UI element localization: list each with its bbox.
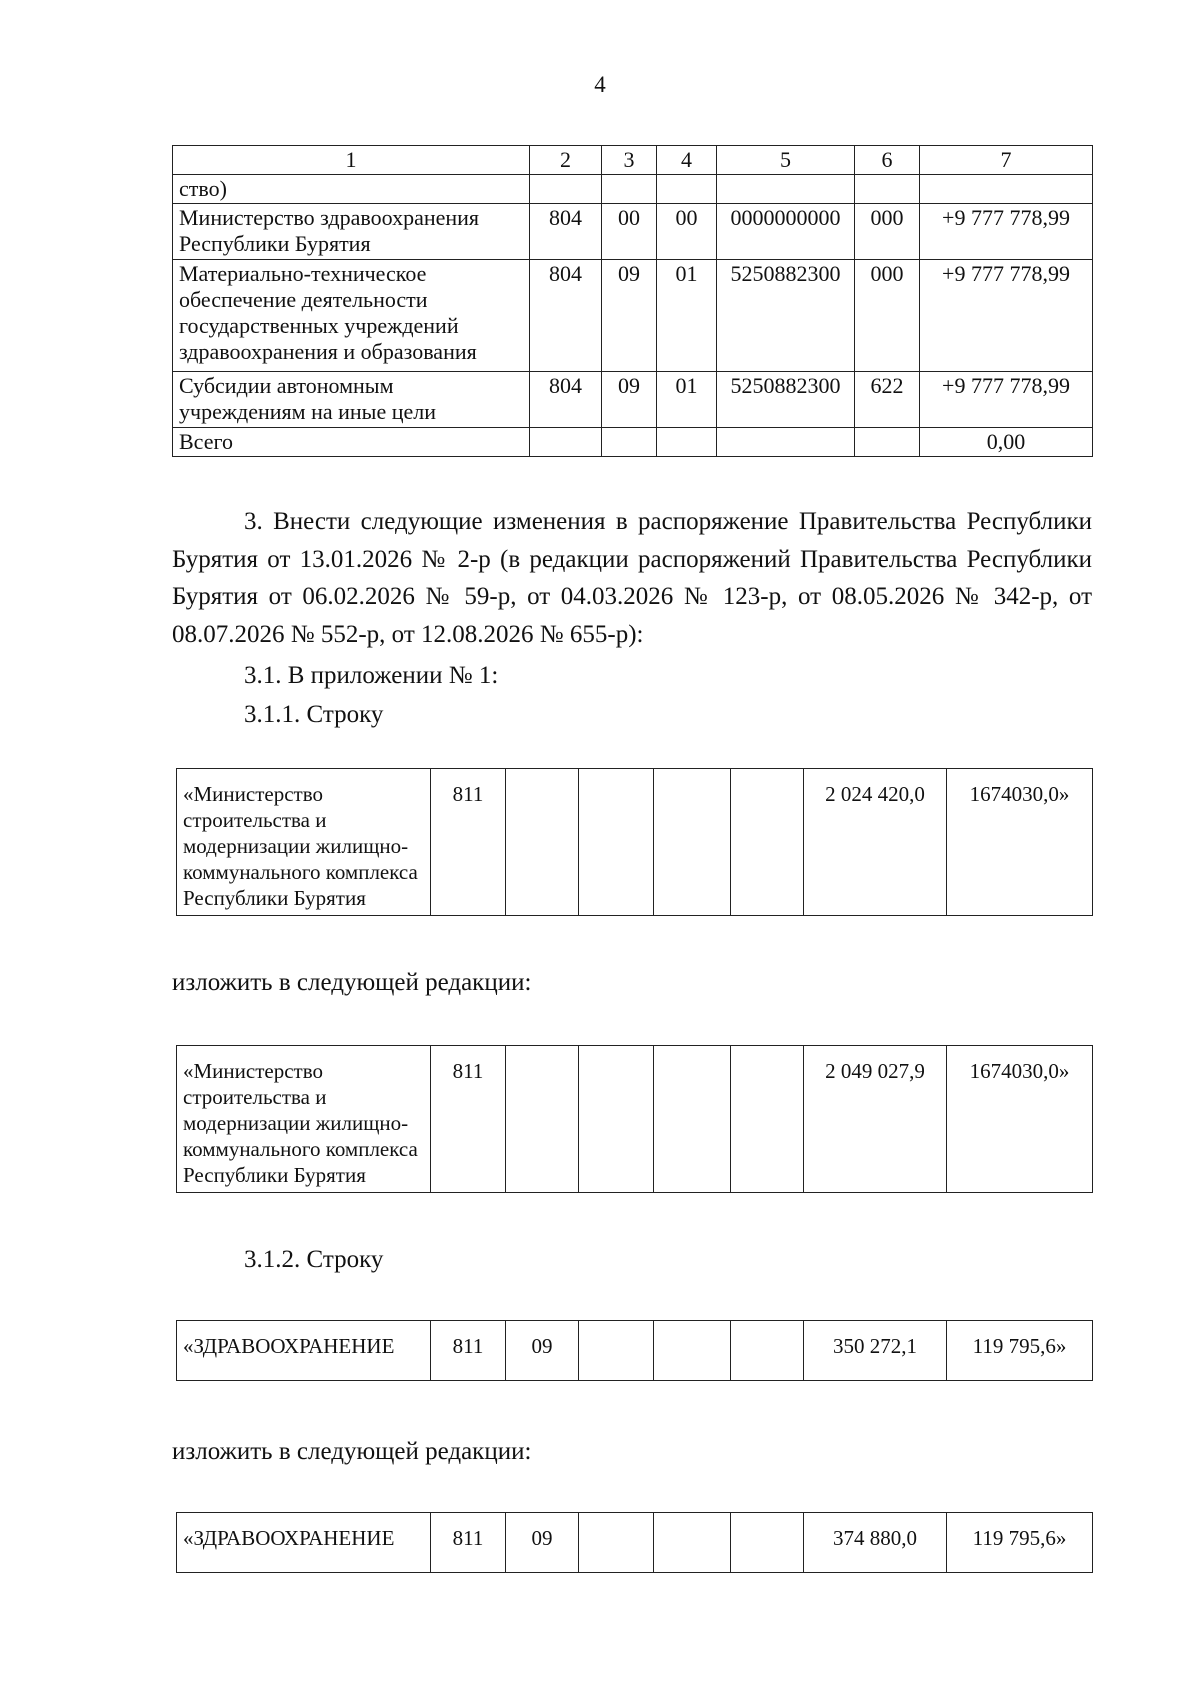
table-row bbox=[177, 1513, 1093, 1573]
row-name: Министерство здравоохранения Республики Бурятия bbox=[173, 204, 530, 260]
cell: 00 bbox=[657, 204, 717, 260]
cell: 804 bbox=[530, 260, 602, 372]
cell: 000 bbox=[855, 204, 920, 260]
cell bbox=[717, 428, 855, 457]
cell bbox=[530, 428, 602, 457]
cell bbox=[731, 769, 804, 916]
cell bbox=[657, 175, 717, 204]
cell: 09 bbox=[602, 260, 657, 372]
cell bbox=[579, 1046, 654, 1193]
column-header: 6 bbox=[855, 146, 920, 175]
cell: 350 272,1 bbox=[804, 1321, 947, 1381]
page-number: 4 bbox=[594, 72, 606, 97]
cell bbox=[731, 1513, 804, 1573]
cell bbox=[506, 769, 579, 916]
cell bbox=[920, 175, 1093, 204]
row-after-table bbox=[176, 1045, 1093, 1193]
row-name: «Министерство строительства и модернизации жилищно-коммунального комплекса Республики Бурятия bbox=[177, 1046, 431, 1193]
table-row-total bbox=[173, 428, 1093, 457]
cell bbox=[506, 1046, 579, 1193]
paragraph-3 bbox=[172, 503, 1092, 653]
cell bbox=[731, 1046, 804, 1193]
cell bbox=[579, 1513, 654, 1573]
paragraph-3-text: 3. Внести следующие изменения в распоряжение Правительства Республики Бурятия от 13.01.2026 № 2-р (в редакции распоряжений Правительства Республики Бурятия от 06.02.2026 № 59-р, от 04.03.2026 № 123-р, от 08.05.2026 № 342-р, от 08.07.2026 № 552-р, от 12.08.2026 № 655-р): bbox=[172, 508, 1092, 648]
replace-text-1: изложить в следующей редакции: bbox=[172, 969, 532, 996]
cell: 811 bbox=[431, 1513, 506, 1573]
cell: 0,00 bbox=[920, 428, 1093, 457]
cell: 2 024 420,0 bbox=[804, 769, 947, 916]
cell: +9 777 778,99 bbox=[920, 372, 1093, 428]
column-header: 3 bbox=[602, 146, 657, 175]
column-header: 5 bbox=[717, 146, 855, 175]
cell: 804 bbox=[530, 204, 602, 260]
cell: +9 777 778,99 bbox=[920, 204, 1093, 260]
cell: 1674030,0» bbox=[947, 769, 1093, 916]
cell: 811 bbox=[431, 769, 506, 916]
cell bbox=[654, 1513, 731, 1573]
cell: 5250882300 bbox=[717, 260, 855, 372]
table-row bbox=[177, 1046, 1093, 1193]
row-name: ство) bbox=[173, 175, 530, 204]
item-3-1-1: 3.1.1. Строку bbox=[244, 701, 384, 728]
table-row bbox=[173, 372, 1093, 428]
cell: +9 777 778,99 bbox=[920, 260, 1093, 372]
cell bbox=[602, 428, 657, 457]
column-header: 4 bbox=[657, 146, 717, 175]
cell bbox=[654, 1046, 731, 1193]
row-name: «ЗДРАВООХРАНЕНИЕ bbox=[177, 1321, 431, 1381]
cell bbox=[579, 1321, 654, 1381]
cell: 000 bbox=[855, 260, 920, 372]
item-3-1-2: 3.1.2. Строку bbox=[244, 1246, 384, 1273]
cell: 09 bbox=[602, 372, 657, 428]
cell: 01 bbox=[657, 260, 717, 372]
row-name: Субсидии автономным учреждениям на иные цели bbox=[173, 372, 530, 428]
cell bbox=[654, 1321, 731, 1381]
cell: 811 bbox=[431, 1046, 506, 1193]
cell: 5250882300 bbox=[717, 372, 855, 428]
cell: 0000000000 bbox=[717, 204, 855, 260]
table-row bbox=[177, 769, 1093, 916]
cell: 09 bbox=[506, 1513, 579, 1573]
row-name: «Министерство строительства и модернизации жилищно-коммунального комплекса Республики Бурятия bbox=[177, 769, 431, 916]
replace-text-2: изложить в следующей редакции: bbox=[172, 1438, 532, 1465]
cell bbox=[855, 175, 920, 204]
table-header-row bbox=[173, 146, 1093, 175]
cell bbox=[530, 175, 602, 204]
cell: 119 795,6» bbox=[947, 1513, 1093, 1573]
row-name: Всего bbox=[173, 428, 530, 457]
row-before-table bbox=[176, 768, 1093, 916]
row-before-table bbox=[176, 1320, 1093, 1381]
cell bbox=[731, 1321, 804, 1381]
row-name: «ЗДРАВООХРАНЕНИЕ bbox=[177, 1513, 431, 1573]
cell: 1674030,0» bbox=[947, 1046, 1093, 1193]
table-row bbox=[173, 260, 1093, 372]
column-header: 7 bbox=[920, 146, 1093, 175]
cell: 01 bbox=[657, 372, 717, 428]
cell bbox=[657, 428, 717, 457]
cell: 804 bbox=[530, 372, 602, 428]
cell: 00 bbox=[602, 204, 657, 260]
cell bbox=[579, 769, 654, 916]
budget-table bbox=[172, 145, 1093, 457]
table-row bbox=[177, 1321, 1093, 1381]
row-name: Материально-техническое обеспечение деятельности государственных учреждений здравоохранения и образования bbox=[173, 260, 530, 372]
row-after-table bbox=[176, 1512, 1093, 1573]
item-3-1: 3.1. В приложении № 1: bbox=[244, 662, 499, 689]
cell bbox=[602, 175, 657, 204]
column-header: 1 bbox=[173, 146, 530, 175]
cell bbox=[654, 769, 731, 916]
cell: 2 049 027,9 bbox=[804, 1046, 947, 1193]
cell: 119 795,6» bbox=[947, 1321, 1093, 1381]
cell: 811 bbox=[431, 1321, 506, 1381]
cell: 374 880,0 bbox=[804, 1513, 947, 1573]
table-row bbox=[173, 175, 1093, 204]
cell bbox=[855, 428, 920, 457]
cell: 622 bbox=[855, 372, 920, 428]
cell: 09 bbox=[506, 1321, 579, 1381]
table-row bbox=[173, 204, 1093, 260]
cell bbox=[717, 175, 855, 204]
column-header: 2 bbox=[530, 146, 602, 175]
